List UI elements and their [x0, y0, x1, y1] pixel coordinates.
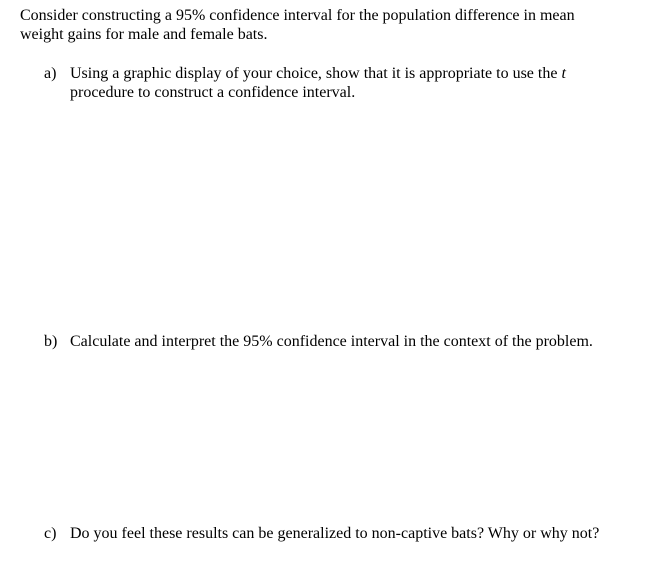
- question-a-text-before: Using a graphic display of your choice, show that it is appropriate to use the: [70, 65, 562, 82]
- question-b-text: Calculate and interpret the 95% confidence interval in the context of the problem.: [70, 333, 593, 350]
- question-b: [44, 332, 634, 351]
- intro-paragraph: Consider constructing a 95% confidence interval for the population difference in mean weight gains for male and female bats.: [20, 7, 575, 43]
- question-a-text-after: procedure to construct a confidence interval.: [70, 84, 356, 101]
- question-a-italic-t: t: [561, 65, 566, 82]
- question-b-letter: b): [44, 333, 58, 350]
- question-a: [44, 64, 594, 102]
- question-c: [44, 524, 604, 543]
- question-c-letter: c): [44, 525, 57, 542]
- question-c-text: Do you feel these results can be generalized to non-captive bats? Why or why not?: [70, 525, 600, 542]
- question-a-text: [70, 64, 594, 102]
- question-a-letter: a): [44, 65, 57, 82]
